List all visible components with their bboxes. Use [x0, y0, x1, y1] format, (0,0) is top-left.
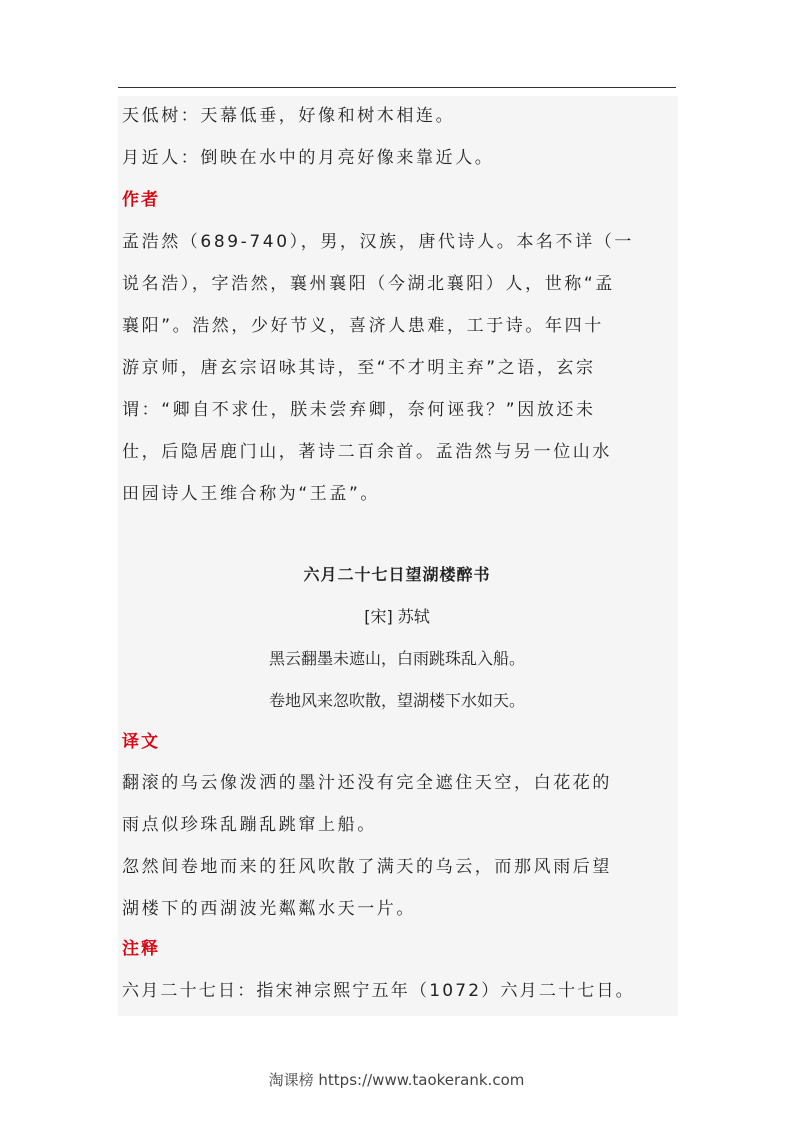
footer-watermark: 淘课榜 https://www.taokerank.com	[268, 1071, 525, 1089]
author-line: 谓：“卿自不求仕，朕未尝弃卿，奈何诬我？”因放还未	[122, 400, 596, 420]
notes-line: 六月二十七日：指宋神宗熙宁五年（1072）六月二十七日。	[122, 981, 635, 1001]
author-line: 说名浩），字浩然，襄州襄阳（今湖北襄阳）人，世称“孟	[122, 274, 615, 294]
translation-line: 湖楼下的西湖波光粼粼水天一片。	[122, 899, 416, 919]
author-line: 襄阳”。浩然，少好节义，喜济人患难，工于诗。年四十	[122, 316, 604, 336]
intro-line: 月近人：倒映在水中的月亮好像来靠近人。	[122, 148, 495, 168]
notes-heading: 注释	[122, 939, 160, 959]
author-line: 仕，后隐居鹿门山，著诗二百余首。孟浩然与另一位山水	[122, 442, 612, 462]
intro-line: 天低树：天幕低垂，好像和树木相连。	[122, 106, 456, 126]
author-line: 孟浩然（689-740），男，汉族，唐代诗人。本名不详（一	[122, 232, 634, 252]
poem-author: [宋] 苏轼	[364, 607, 430, 626]
poem-title: 六月二十七日望湖楼醉书	[303, 565, 491, 584]
translation-heading: 译文	[122, 732, 160, 752]
poem-verse: 卷地风来忽吹散，望湖楼下水如天。	[268, 691, 525, 710]
translation-line: 忽然间卷地而来的狂风吹散了满天的乌云，而那风雨后望	[122, 857, 612, 877]
author-line: 田园诗人王维合称为“王孟”。	[122, 484, 381, 504]
poem-verse: 黑云翻墨未遮山，白雨跳珠乱入船。	[268, 649, 525, 668]
translation-line: 翻滚的乌云像泼洒的墨汁还没有完全遮住天空，白花花的	[122, 773, 612, 793]
translation-line: 雨点似珍珠乱蹦乱跳窜上船。	[122, 815, 377, 835]
author-line: 游京师，唐玄宗诏咏其诗，至“不才明主弃”之语，玄宗	[122, 358, 596, 378]
header-rule	[118, 87, 676, 88]
author-heading: 作者	[122, 190, 160, 210]
